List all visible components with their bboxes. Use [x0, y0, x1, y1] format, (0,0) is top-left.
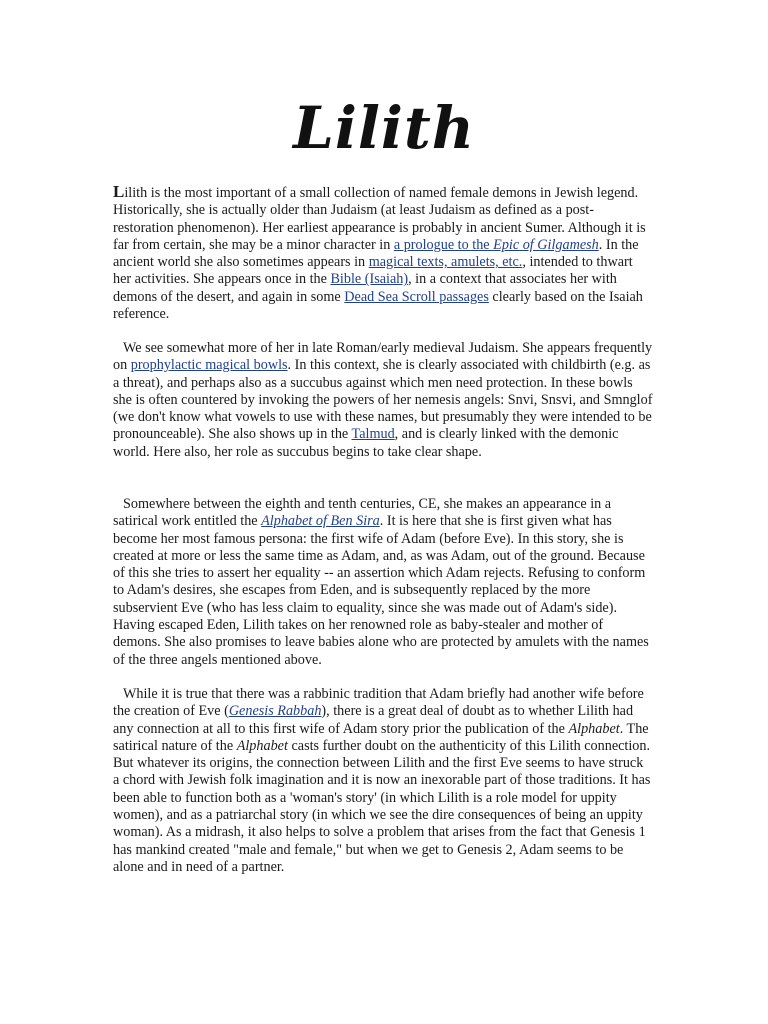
paragraph-text: . The satirical nature of the: [113, 720, 649, 754]
paragraph-4: [113, 686, 653, 876]
link-alphabet-ben-sira[interactable]: Alphabet of Ben Sira: [261, 513, 380, 530]
italic-alphabet: Alphabet: [568, 720, 620, 737]
paragraph-3: [113, 496, 653, 669]
link-magical-texts[interactable]: magical texts, amulets, etc.: [368, 254, 523, 271]
link-text: a prologue to the: [393, 236, 494, 253]
paragraph-1: [113, 183, 653, 323]
paragraph-text: casts further doubt on the authenticity of this Lilith connection. But whatever its origins, the connection between Lilith and the first Eve seems to have struck a chord with Jewish folk imagination and it is now an inexorable part of those traditions. It has been able to function both as a 'woman's story' (in which Lilith is a role model for uppity women), and as a patriarchal story (in which we see the dire consequences of being an uppity woman). As a midrash, it also helps to solve a problem that arises from the fact that Genesis 1 has mankind created "male and female," but when we get to Genesis 2, Adam seems to be alone and in need of a partner.: [113, 737, 651, 875]
paragraph-text: , intended to thwart her activities. She appears once in the: [113, 254, 633, 288]
paragraph-text: . In this context, she is clearly associated with childbirth (e.g. as a threat), and perhaps also as a succubus against which men need protection. In these bowls she is often countered by invoking the powers of her nemesis angels: Snvi, Snsvi, and Smnglof (we don't know what vowels to use with these names, but presumably they were intended to be pronounceable). She also shows up in the: [113, 357, 653, 443]
paragraph-text: . In the ancient world she also sometimes appears in: [113, 236, 639, 271]
paragraph-text: . It is here that she is first given what has become her most famous persona: the first wife of Adam (before Eve). In this story, she is created at more or less the same time as Adam, and, as was Adam, out of the ground. Because of this she tries to assert her equality -- an assertion which Adam rejects. Refusing to conform to Adam's desires, she escapes from Eden, and is subsequently replaced by the more subservient Eve (who has less claim to equality, since she was made out of Adam's side). Having escaped Eden, Lilith takes on her renowned role as baby-stealer and mother of demons. She also promises to leave babies alone who are protected by amulets with the names of the three angels mentioned above.: [113, 513, 649, 668]
italic-alphabet: Alphabet: [236, 737, 288, 754]
paragraph-text: While it is true that there was a rabbinic tradition that Adam briefly had another wife before the creation of Eve (: [113, 686, 644, 720]
paragraph-text: We see somewhat more of her in late Roman/early medieval Judaism. She appears frequently on: [113, 340, 653, 374]
link-genesis-rabbah[interactable]: Genesis Rabbah: [228, 703, 322, 720]
link-bible-isaiah[interactable]: Bible (Isaiah): [330, 271, 409, 288]
link-magical-bowls[interactable]: prophylactic magical bowls: [130, 357, 288, 374]
paragraph-2: [113, 340, 653, 461]
paragraph-text: , in a context that associates her with demons of the desert, and again in some: [113, 271, 617, 305]
page-title: Lilith: [293, 94, 475, 162]
drop-cap: L: [113, 182, 125, 201]
paragraph-text: ilith is the most important of a small collection of named female demons in Jewish legend. Historically, she is actually older than Judaism (at least Judaism as defined as a post-restoration phenomenon). Her earliest appearance is probably in ancient Sumer. Although it is far from certain, she may be a minor character in: [113, 185, 646, 253]
paragraph-text: ), there is a great deal of doubt as to whether Lilith had any connection at all to this first wife of Adam story prior the publication of the: [113, 703, 634, 737]
paragraph-text: clearly based on the Isaiah reference.: [113, 288, 643, 323]
link-dead-sea-scroll[interactable]: Dead Sea Scroll passages: [344, 288, 489, 305]
paragraph-text: , and is clearly linked with the demonic world. Here also, her role as succubus begins to take clear shape.: [113, 426, 619, 460]
link-prologue-gilgamesh[interactable]: [394, 237, 599, 253]
link-text-italic: Epic of Gilgamesh: [493, 236, 599, 253]
paragraph-text: Somewhere between the eighth and tenth centuries, CE, she makes an appearance in a satirical work entitled the: [113, 496, 612, 530]
link-talmud[interactable]: Talmud: [351, 426, 395, 443]
